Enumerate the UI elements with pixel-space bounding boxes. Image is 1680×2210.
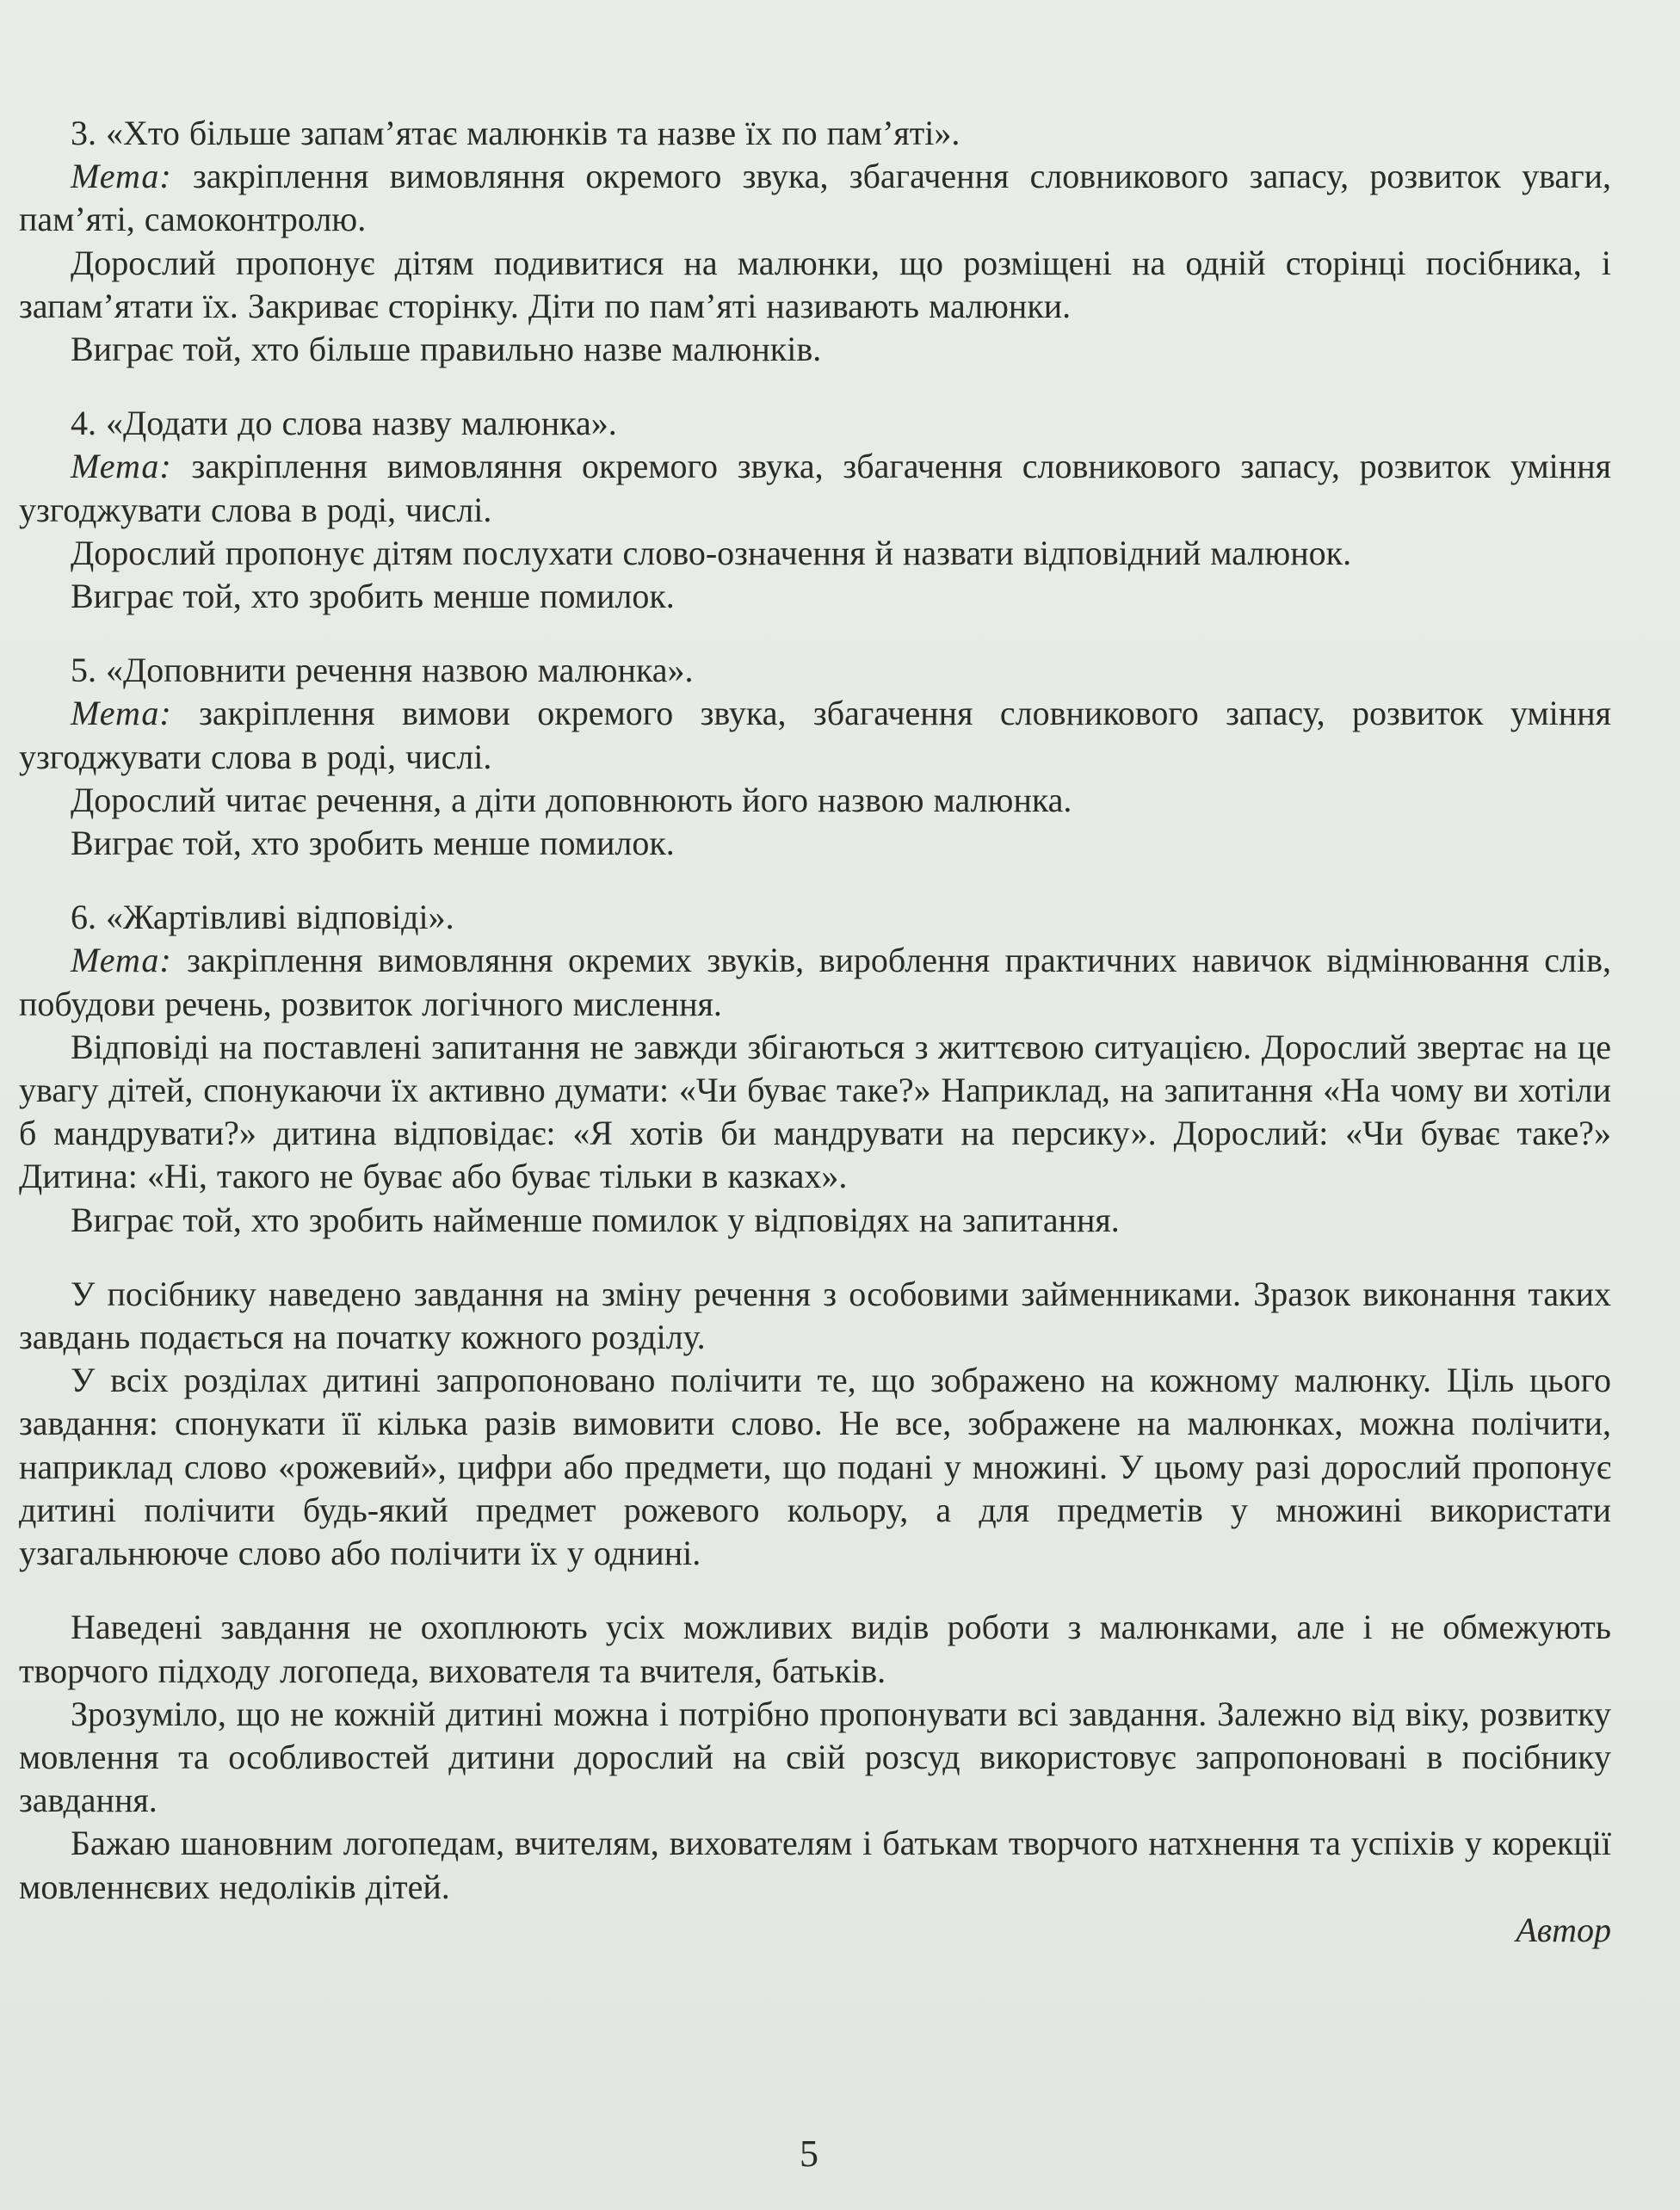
body-paragraph: Виграє той, хто зробить найменше помилок у відповідях на запитання. [71,1200,1120,1239]
page-body [19,112,1611,1952]
body-paragraph: Виграє той, хто більше правильно назве малюнків. [71,330,822,369]
goal-paragraph [19,445,1611,531]
closing-block-2 [19,1606,1611,1952]
section-title: 5. «Доповнити речення назвою малюнка». [71,651,694,690]
goal-paragraph [19,939,1611,1025]
body-paragraph: У посібнику наведено завдання на зміну речення з особовими займенниками. Зразок виконання таких завдань подається на початку кожного розділу. [19,1274,1611,1357]
author-signature: Автор [1516,1910,1611,1949]
goal-text: закріплення вимовляння окремого звука, збагачення словникового запасу, розвиток уміння узгоджувати слова в роді, числі. [19,447,1611,529]
goal-paragraph [19,155,1611,241]
goal-label: Мета: [71,157,172,196]
goal-paragraph [19,692,1611,778]
section-title: 4. «Додати до слова назву малюнка». [71,404,617,443]
page-number: 5 [800,2133,818,2175]
body-paragraph: Зрозуміло, що не кожній дитині можна і потрібно пропонувати всі завдання. Залежно від віку, розвитку мовлення та особливостей дитини дорослий на свій розсуд використовує запропоновані в посібнику завдання. [19,1694,1611,1820]
goal-label: Мета: [71,694,172,733]
body-paragraph: Відповіді на поставлені запитання не завжди збігаються з життєвою ситуацією. Дорослий звертає на це увагу дітей, спонукаючи їх активно думати: «Чи буває таке?» Наприклад, на запитання «На чому ви хотіли б мандрувати?» дитина відповідає: «Я хотів би мандрувати на персику». Дорослий: «Чи буває таке?» Дитина: «Ні, такого не буває або буває тільки в казках». [19,1027,1611,1196]
body-paragraph: Дорослий пропонує дітям подивитися на малюнки, що розміщені на одній сторінці посібника, і запам’ятати їх. Закриває сторінку. Діти по пам’яті називають малюнки. [19,243,1611,325]
body-paragraph: Дорослий читає речення, а діти доповнюють його назвою малюнка. [71,780,1072,819]
body-paragraph: Виграє той, хто зробить менше помилок. [71,577,675,616]
body-paragraph: Наведені завдання не охоплюють усіх можливих видів роботи з малюнками, але і не обмежують творчого підходу логопеда, вихователя та вчителя, батьків. [19,1608,1611,1690]
goal-text: закріплення вимови окремого звука, збагачення словникового запасу, розвиток уміння узгоджувати слова в роді, числі. [19,694,1611,776]
section-title: 6. «Жартівливі відповіді». [71,898,454,937]
goal-label: Мета: [71,447,172,486]
body-paragraph: У всіх розділах дитині запропоновано полічити те, що зображено на кожному малюнку. Ціль цього завдання: спонукати її кілька разів вимовити слово. Не все, зображене на малюнках, можна полічити, наприклад слово «рожевий», цифри або предмети, що подані у множині. У цьому разі дорослий пропонує дитині полічити будь-який предмет рожевого кольору, а для предметів у множині використати узагальнююче слово або полічити їх у однині. [19,1361,1611,1573]
closing-block-1 [19,1273,1611,1575]
game-section-5 [19,649,1611,865]
goal-text: закріплення вимовляння окремого звука, збагачення словникового запасу, розвиток уваги, пам’яті, самоконтролю. [19,157,1611,239]
game-section-3 [19,112,1611,371]
section-title: 3. «Хто більше запам’ятає малюнків та назве їх по пам’яті». [71,114,960,152]
body-paragraph: Виграє той, хто зробить менше помилок. [71,824,675,863]
goal-label: Мета: [71,941,172,980]
goal-text: закріплення вимовляння окремих звуків, вироблення практичних навичок відмінювання слів, побудови речень, розвиток логічного мислення. [19,941,1611,1023]
game-section-6 [19,896,1611,1242]
game-section-4 [19,402,1611,618]
body-paragraph: Дорослий пропонує дітям послухати слово-означення й назвати відповідний малюнок. [71,533,1352,572]
body-paragraph: Бажаю шановним логопедам, вчителям, вихователям і батькам творчого натхнення та успіхів у корекції мовленнєвих недоліків дітей. [19,1824,1611,1906]
